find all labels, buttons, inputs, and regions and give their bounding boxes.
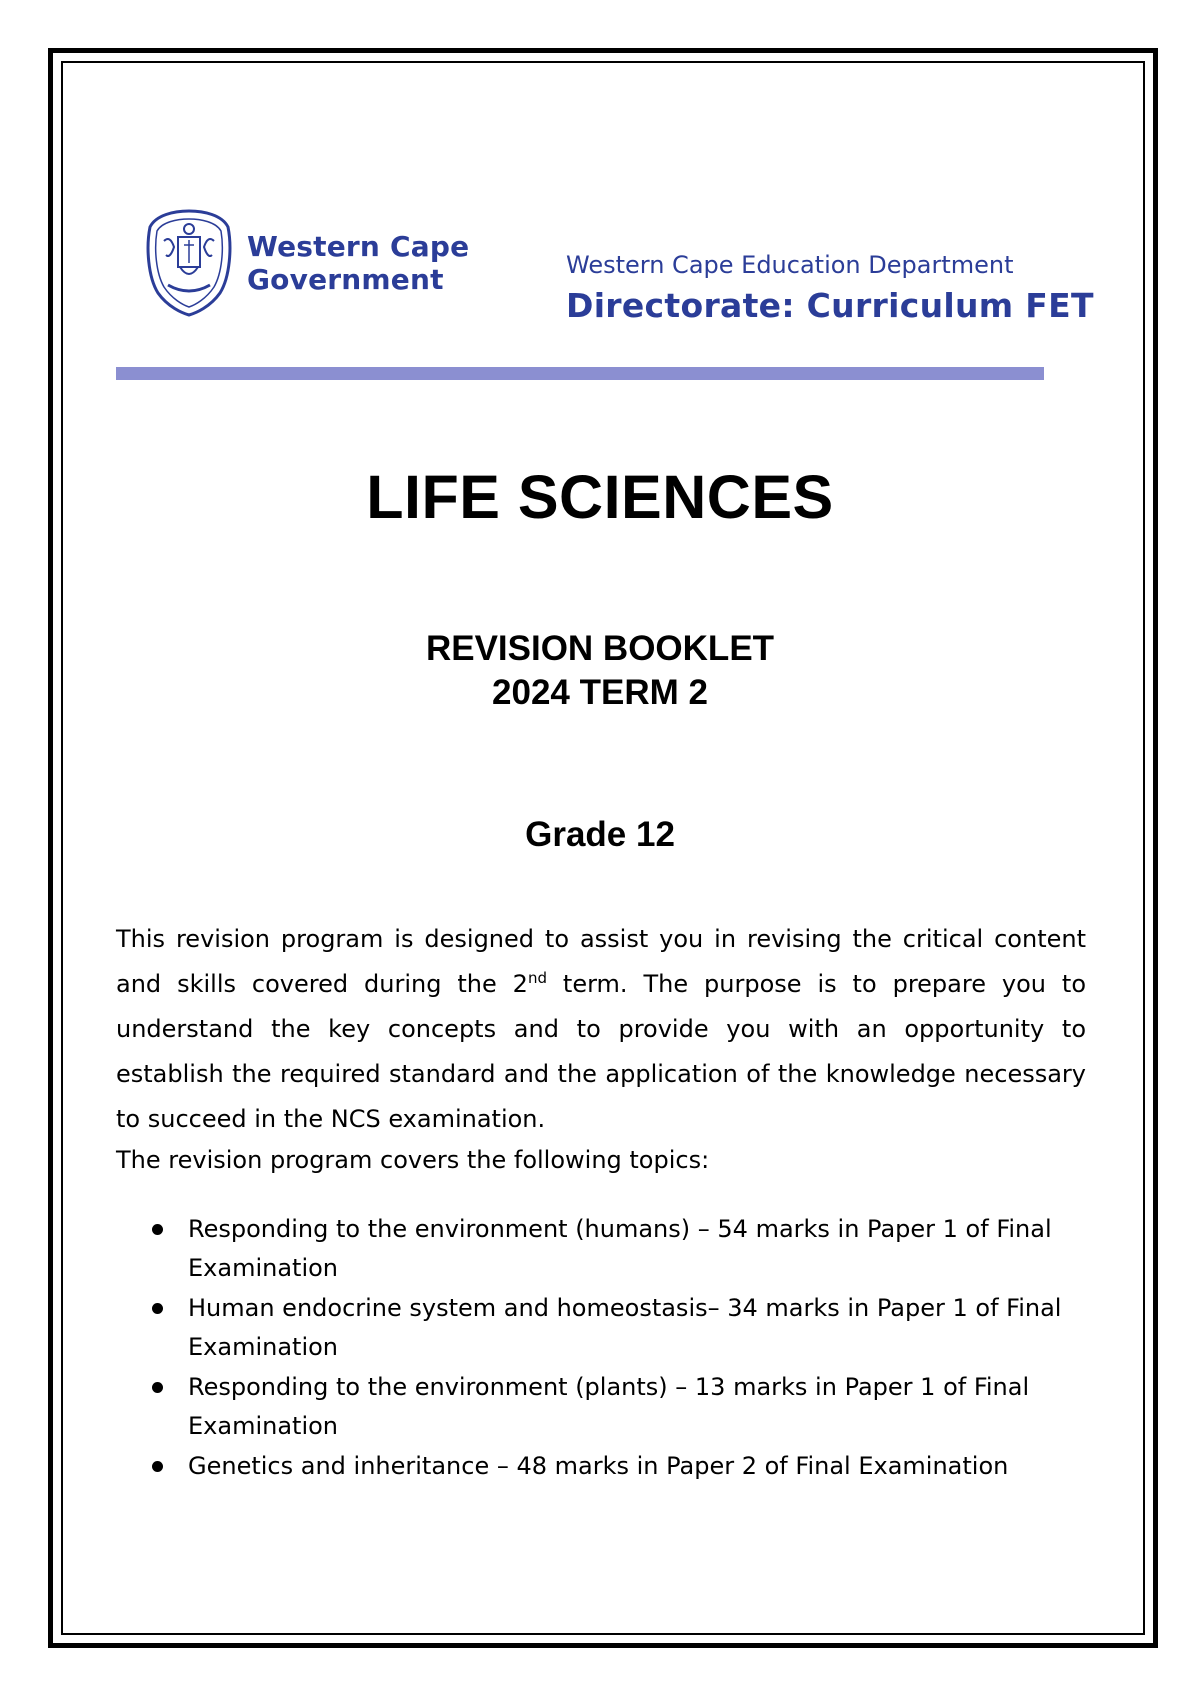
page-title: LIFE SCIENCES bbox=[366, 463, 834, 531]
topics-lead-text: The revision program covers the following topics: bbox=[116, 1146, 710, 1174]
department-name: Western Cape Education Department bbox=[566, 251, 1014, 279]
bullet-icon bbox=[152, 1382, 163, 1393]
directorate-name: Directorate: Curriculum FET bbox=[566, 286, 1094, 325]
coat-of-arms-icon bbox=[144, 207, 234, 317]
bullet-icon bbox=[152, 1461, 163, 1472]
header-divider bbox=[116, 367, 1044, 380]
topic-text: Responding to the environment (plants) – 13 marks in Paper 1 of Final Examination bbox=[188, 1373, 1030, 1440]
topic-text: Responding to the environment (humans) – 54 marks in Paper 1 of Final Examination bbox=[188, 1215, 1052, 1282]
topic-list bbox=[148, 1210, 1086, 1487]
list-item bbox=[148, 1447, 1086, 1486]
list-item bbox=[148, 1210, 1086, 1288]
bullet-icon bbox=[152, 1224, 163, 1235]
bullet-icon bbox=[152, 1303, 163, 1314]
gov-name-line1: Western Cape bbox=[247, 230, 470, 263]
list-item bbox=[148, 1289, 1086, 1367]
subtitle-line2: 2024 TERM 2 bbox=[492, 673, 708, 712]
booklet-subtitle bbox=[0, 627, 1200, 715]
topic-text: Genetics and inheritance – 48 marks in Paper 2 of Final Examination bbox=[188, 1452, 1009, 1480]
intro-text-part1: This revision program is designed to assist you in revising the critical content and skills covered during the 2 bbox=[116, 925, 1086, 998]
intro-superscript: nd bbox=[527, 969, 547, 987]
topic-text: Human endocrine system and homeostasis– 34 marks in Paper 1 of Final Examination bbox=[188, 1294, 1062, 1361]
department-block bbox=[566, 250, 1094, 325]
gov-name-line2: Government bbox=[247, 263, 444, 296]
grade-heading: Grade 12 bbox=[525, 815, 675, 854]
subtitle-line1: REVISION BOOKLET bbox=[425, 629, 775, 668]
intro-text-part2: term. The purpose is to prepare you to understand the key concepts and to provide you with an opportunity to establish the required standard and the application of the knowledge necessary to succeed in the NCS examination. bbox=[116, 970, 1087, 1133]
list-item bbox=[148, 1368, 1086, 1446]
government-logo-text bbox=[247, 230, 469, 296]
intro-paragraph bbox=[116, 917, 1086, 1142]
